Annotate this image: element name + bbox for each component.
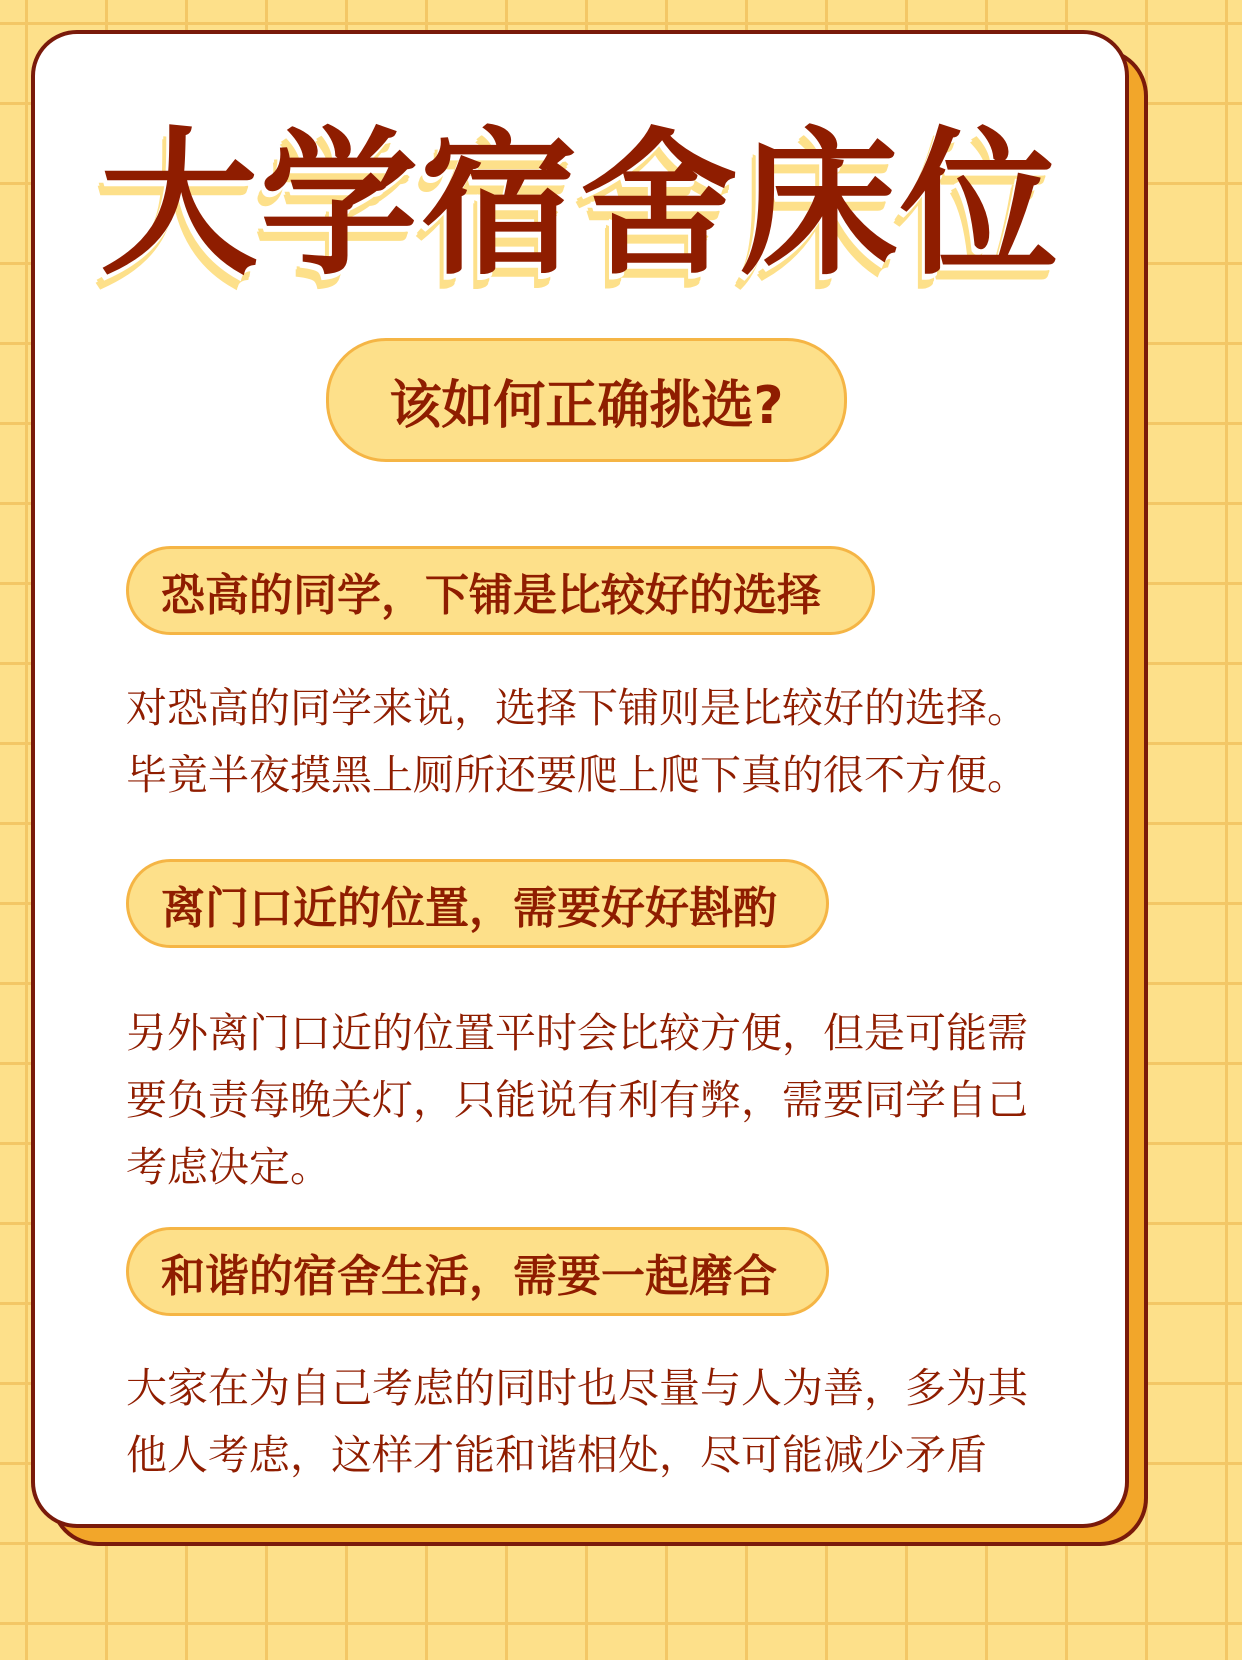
section-body: 对恐高的同学来说，选择下铺则是比较好的选择。毕竟半夜摸黑上厕所还要爬上爬下真的很不方便。	[126, 684, 1028, 799]
section-heading: 离门口近的位置，需要好好斟酌	[126, 859, 829, 948]
section-heading: 和谐的宿舍生活，需要一起磨合	[126, 1227, 829, 1316]
section-body: 另外离门口近的位置平时会比较方便，但是可能需要负责每晚关灯，只能说有利有弊，需要同学自己考虑决定。	[126, 1009, 1028, 1191]
subtitle-pill: 该如何正确挑选?	[326, 338, 847, 462]
section-body: 大家在为自己考虑的同时也尽量与人为善，多为其他人考虑，这样才能和谐相处，尽可能减少矛盾	[126, 1364, 1028, 1479]
page-title: 大学宿舍床位	[100, 113, 1060, 297]
section-heading: 恐高的同学，下铺是比较好的选择	[126, 546, 875, 635]
